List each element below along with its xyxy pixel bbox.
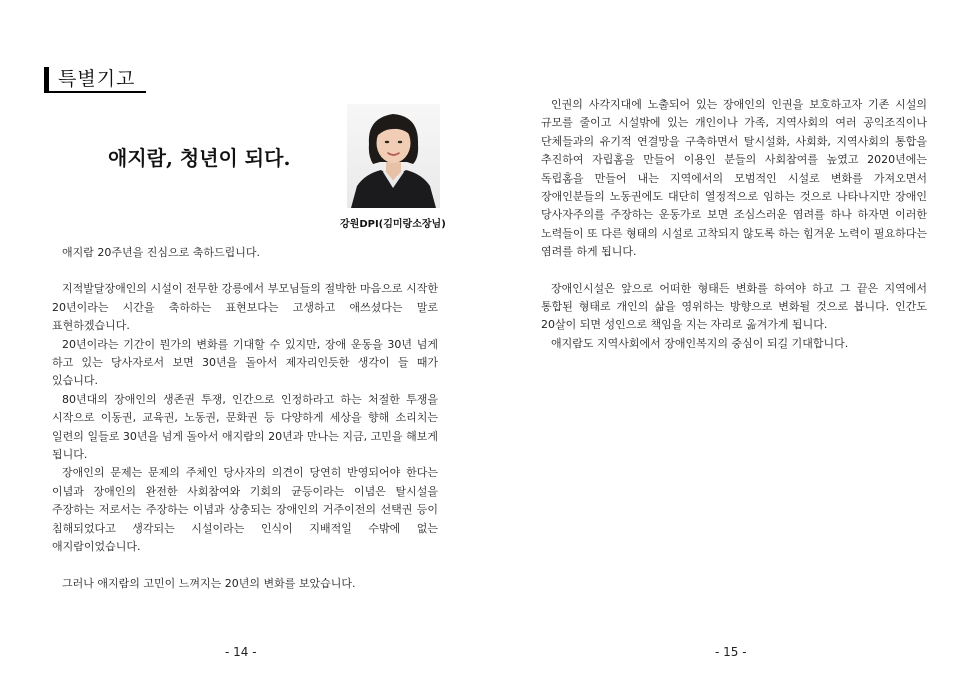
paragraph: 장애인시설은 앞으로 어떠한 형태든 변화를 하여야 하고 그 끝은 지역에서 통합된 형태로 개인의 삶을 영위하는 방향으로 변화될 것으로 봅니다. 인간도 20살이 되면 성인으로 책임을 지는 자리로 옮겨가게 됩니다. [541,281,927,332]
left-article-body [52,244,438,593]
page-number: - 14 - [225,645,257,659]
paragraph-gap [541,262,927,280]
author-portrait [347,104,440,208]
section-tag-label: 특별기고 [58,68,136,90]
page-number: - 15 - [715,645,747,659]
portrait-caption: 강원DPI(김미랑소장님) [340,219,446,230]
paragraph: 애지람도 지역사회에서 장애인복지의 중심이 되길 기대합니다. [551,336,849,350]
paragraph: 애지람 20주년을 진심으로 축하드립니다. [62,246,260,259]
right-page [489,0,978,691]
section-tag-bar [44,67,49,91]
paragraph: 80년대의 장애인의 생존권 투쟁, 인간으로 인정하라고 하는 처절한 투쟁을 시작으로 이동권, 교육권, 노동권, 문화권 등 다양하게 세상을 향해 소리치는 일련의 일들로 30년을 넘게 돌아서 애지람의 20년과 만나는 지금, 고민을 해보게 됩니다. [52,392,438,462]
paragraph-gap [52,557,438,575]
paragraph: 장애인의 문제는 문제의 주체인 당사자의 의견이 당연히 반영되어야 한다는 이념과 장애인의 완전한 사회참여와 기회의 균등이라는 이념은 탈시설을 주장하는 저로서는 주장하는 이념과 상충되는 장애인의 거주이전의 선택권 등이 침해되었다고 생각되는 시설이라는 인식이 지배적일 수밖에 없는 애지람이었습니다. [52,466,438,554]
article-title: 애지람, 청년이 되다. [108,146,291,170]
paragraph: 그러나 애지람의 고민이 느껴지는 20년의 변화를 보았습니다. [62,576,356,590]
paragraph: 20년이라는 기간이 뭔가의 변화를 기대할 수 있지만, 장애 운동을 30년 넘게 하고 있는 당사자로서 보면 30년을 돌아서 제자리인듯한 생각이 들 때가 있습니다. [52,337,438,388]
paragraph: 지적발달장애인의 시설이 전무한 강릉에서 부모님들의 절박한 마음으로 시작한 20년이라는 시간을 축하하는 표현보다는 고생하고 애쓰셨다는 말로 표현하겠습니다. [52,282,438,333]
section-tag [44,67,146,93]
paragraph-gap [52,262,438,280]
right-article-body [541,96,927,353]
paragraph: 인권의 사각지대에 노출되어 있는 장애인의 인권을 보호하고자 기존 시설의 규모를 줄이고 시설밖에 있는 개인이나 가족, 지역사회의 여러 공익조직이나 단체들과의 유기적 연결망을 구축하면서 탈시설화, 사회화, 지역사회의 통합을 추진하여 자립홈을 만들어 이용인 분들의 사회참여를 높였고 2020년에는 독립홈을 만들어 내는 지역에서의 모범적인 시설로 변화를 가져오면서 장애인분들의 노동권에도 대단히 열정적으로 임하는 것으로 나타나지만 장애인 당사자주의를 주장하는 운동가로 보면 조심스러운 염려를 하나 하자면 이러한 노력들이 또 다른 형태의 시설로 고착되지 않도록 하는 힘겨운 노력이 필요하다는 염려를 하게 됩니다. [541,98,927,259]
